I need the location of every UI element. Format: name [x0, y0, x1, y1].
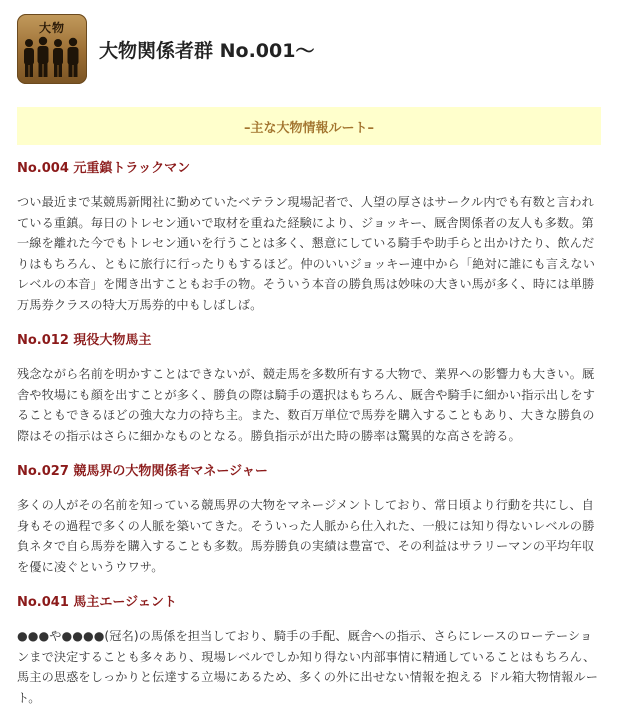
- logo-text: 大物: [38, 21, 65, 35]
- info-route-item: [17, 463, 603, 577]
- info-route-list: [17, 160, 603, 725]
- page-title: 大物関係者群 No.001～: [99, 39, 315, 62]
- info-route-description: ●●●や●●●●(冠名)の馬係を担当しており、騎手の手配、厩舎への指示、さらにレースのローテーションまで決定することも多々あり、現場レベルでしか知り得ない内部事情に精通していることはもちろん、馬主の思惑をしっかりと伝達する立場にあるため、多くの外に出せない情報を抱える ドル箱大物情報ルート。: [17, 629, 598, 705]
- section-banner: [17, 107, 601, 145]
- logo: [17, 14, 87, 84]
- info-route-description: 残念ながら名前を明かすことはできないが、競走馬を多数所有する大物で、業界への影響力も大きい。厩舎や牧場にも顔を出すことが多く、勝負の際は騎手の選択はもちろん、厩舎や騎手に細かい指示出しをすることもできるほどの強大な力の持ち主。また、数百万単位で馬券を購入することもあり、大きな勝負の際はその指示はさらに細かなものとなる。勝負指示が出た時の勝率は驚異的な高さを誇る。: [17, 367, 595, 443]
- banner-text: –主な大物情報ルート–: [243, 120, 374, 136]
- page-header: [17, 14, 314, 84]
- info-route-title: No.041 馬主エージェント: [17, 595, 177, 610]
- info-route-title: No.012 現役大物馬主: [17, 333, 152, 348]
- info-route-title: No.004 元重鎮トラックマン: [17, 161, 191, 176]
- info-route-item: [17, 160, 603, 315]
- info-route-description: 多くの人がその名前を知っている競馬界の大物をマネージメントしており、常日頃より行動を共にし、自身もその過程で多くの人脈を築いてきた。そういった人脈から仕入れた、一般には知り得ないレベルの勝負ネタで自ら馬券を購入することも多数。馬券勝負の実績は豊富で、その利益はサラリーマンの平均年収を優に凌ぐというウワサ。: [17, 498, 595, 574]
- info-route-title: No.027 競馬界の大物関係者マネージャー: [17, 464, 268, 479]
- info-route-description: つい最近まで某競馬新聞社に勤めていたベテラン現場記者で、人望の厚さはサークル内でも有数と言われている重鎮。毎日のトレセン通いで取材を重ねた経験により、ジョッキー、厩舎関係者の友人も多数。第一線を離れた今でもトレセン通いを行うことは多く、懇意にしている騎手や助手らと出かけたり、飲んだりはもちろん、ともに旅行に行ったりもするほど。仲のいいジョッキー連中から「絶対に誰にも言えないレベルの本音」を聞き出すこともお手の物。そういう本音の勝負馬は妙味の大きい馬が多く、時には単勝万馬券クラスの特大万馬券的中もしばしば。: [17, 195, 595, 312]
- info-route-item: [17, 594, 603, 708]
- group-of-people-icon: [17, 14, 87, 84]
- info-route-item: [17, 332, 603, 446]
